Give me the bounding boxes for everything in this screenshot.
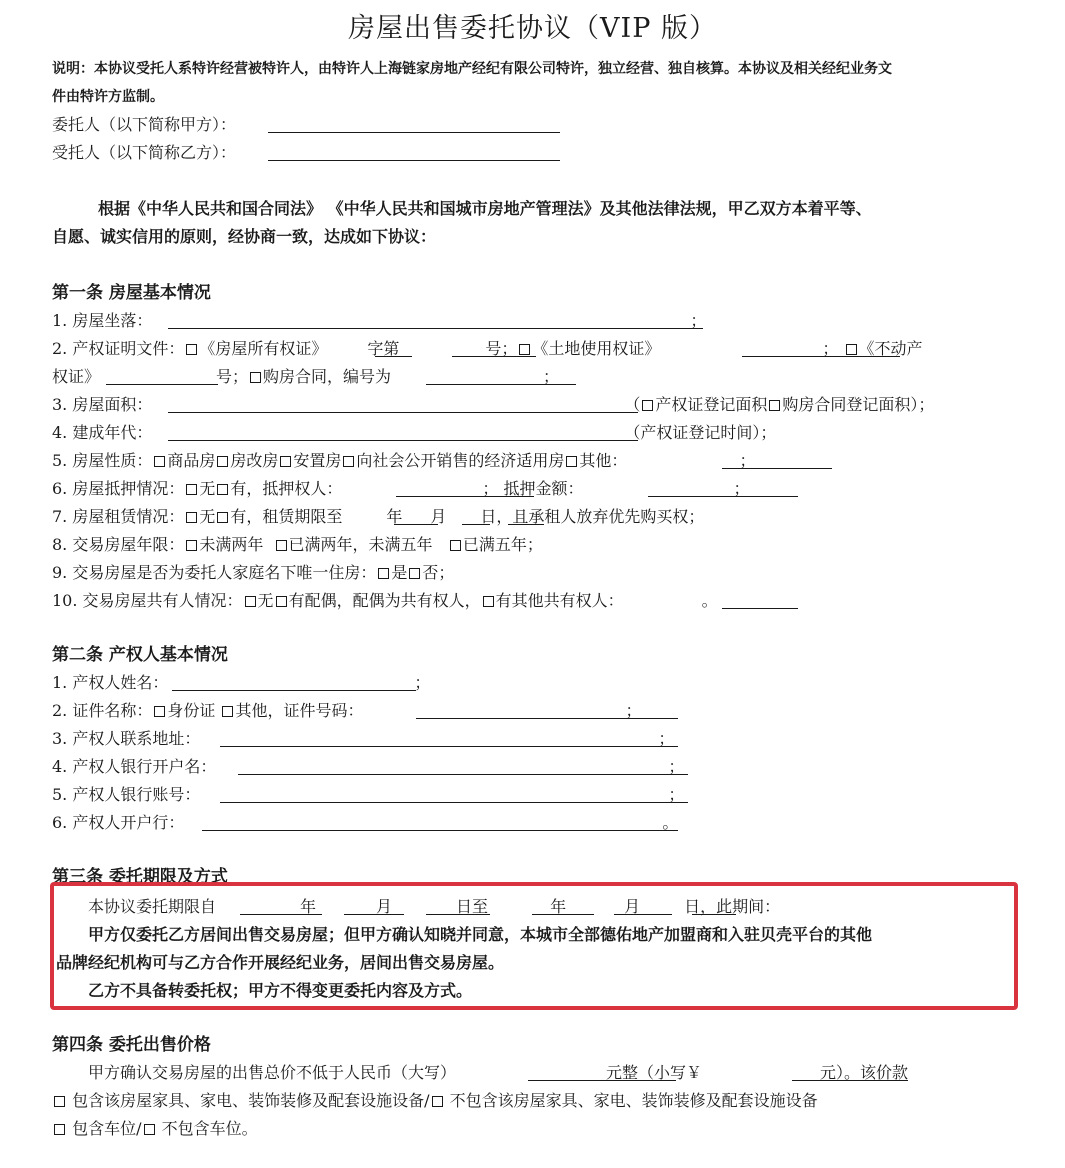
- agent-field[interactable]: [268, 160, 560, 161]
- price-words-field[interactable]: [528, 1080, 676, 1081]
- article-1-heading: 第一条 房屋基本情况: [52, 283, 211, 303]
- art4-furnishing: 包含该房屋家具、家电、装饰装修及配套设施设备/ 不包含该房屋家具、家电、装饰装修及配套设施设备: [52, 1090, 818, 1112]
- owner-address-field[interactable]: [220, 746, 678, 747]
- art1-item-2-cont: 权证》 号； 购房合同，编号为 ；: [52, 367, 560, 386]
- checkbox[interactable]: [217, 512, 228, 523]
- lease-month-field[interactable]: [462, 524, 490, 525]
- checkbox[interactable]: [154, 706, 165, 717]
- co-owner-field[interactable]: [722, 608, 798, 609]
- art2-item-1: 1. 产权人姓名： ；: [52, 673, 431, 692]
- checkbox[interactable]: [566, 456, 577, 467]
- preamble-line-2: 自愿、诚实信用的原则，经协商一致，达成如下协议：: [52, 227, 437, 246]
- checkbox[interactable]: [280, 456, 291, 467]
- mortgage-amount-field[interactable]: [648, 496, 798, 497]
- preamble-line-1: 根据《中华人民共和国合同法》 《中华人民共和国城市房地产管理法》及其他法律法规，甲乙双方本着平等、: [98, 199, 872, 218]
- article-4-heading: 第四条 委托出售价格: [52, 1035, 211, 1055]
- agent-label: 受托人（以下简称乙方）：: [52, 143, 237, 162]
- checkbox[interactable]: [769, 400, 780, 411]
- end-day-field[interactable]: [692, 914, 736, 915]
- checkbox[interactable]: [846, 344, 857, 355]
- checkbox[interactable]: [54, 1096, 65, 1107]
- checkbox[interactable]: [343, 456, 354, 467]
- checkbox[interactable]: [378, 568, 389, 579]
- land-cert-field[interactable]: [742, 356, 900, 357]
- mortgagee-field[interactable]: [396, 496, 534, 497]
- art4-price: 甲方确认交易房屋的出售总价不低于人民币（大写） 元整（小写￥ 元）。该价款: [88, 1063, 909, 1082]
- art1-item-9: 9. 交易房屋是否为委托人家庭名下唯一住房： 是 否；: [52, 563, 455, 582]
- checkbox[interactable]: [154, 456, 165, 467]
- art2-item-4: 4. 产权人银行开户名： ；: [52, 757, 685, 776]
- art2-item-5: 5. 产权人银行账号： ；: [52, 785, 685, 804]
- checkbox[interactable]: [409, 568, 420, 579]
- price-figures-field[interactable]: [792, 1080, 908, 1081]
- art2-item-3: 3. 产权人联系地址： ；: [52, 729, 675, 748]
- art4-parking: 包含车位/ 不包含车位。: [52, 1118, 258, 1140]
- checkbox[interactable]: [186, 344, 197, 355]
- property-cert-field[interactable]: [106, 384, 218, 385]
- art1-item-2: 2. 产权证明文件： 《房屋所有权证》 字第 号； 《土地使用权证》 ； 《不动产: [52, 339, 923, 358]
- checkbox[interactable]: [450, 540, 461, 551]
- checkbox[interactable]: [432, 1096, 443, 1107]
- art1-item-10: 10. 交易房屋共有人情况： 无 有配偶，配偶为共有权人， 有其他共有权人： 。: [52, 591, 718, 610]
- contract-number-field[interactable]: [426, 384, 576, 385]
- area-field[interactable]: [168, 412, 638, 413]
- lease-year-field[interactable]: [394, 524, 438, 525]
- checkbox[interactable]: [144, 1124, 155, 1135]
- art2-item-2: 2. 证件名称： 身份证 其他，证件号码： ；: [52, 701, 642, 720]
- checkbox[interactable]: [186, 540, 197, 551]
- art3-para-3: 品牌经纪机构可与乙方合作开展经纪业务，居间出售交易房屋。: [56, 953, 505, 972]
- checkbox[interactable]: [276, 596, 287, 607]
- principal-field[interactable]: [268, 132, 560, 133]
- checkbox[interactable]: [186, 512, 197, 523]
- checkbox[interactable]: [186, 484, 197, 495]
- start-day-field[interactable]: [426, 914, 490, 915]
- bank-account-number-field[interactable]: [220, 802, 688, 803]
- checkbox[interactable]: [245, 596, 256, 607]
- principal-label: 委托人（以下简称甲方）：: [52, 115, 237, 134]
- art1-item-8: 8. 交易房屋年限： 未满两年 已满两年，未满五年 已满五年；: [52, 535, 543, 554]
- lease-day-field[interactable]: [508, 524, 544, 525]
- art3-para-2: 甲方仅委托乙方居间出售交易房屋；但甲方确认知晓并同意，本城市全部德佑地产加盟商和入驻贝壳平台的其他: [88, 925, 873, 944]
- note-line-2: 件由特许方监制。: [52, 89, 164, 105]
- build-year-field[interactable]: [168, 440, 638, 441]
- art1-item-3: 3. 房屋面积： （ 产权证登记面积 购房合同登记面积）；: [52, 395, 935, 414]
- checkbox[interactable]: [222, 706, 233, 717]
- checkbox[interactable]: [642, 400, 653, 411]
- checkbox[interactable]: [54, 1124, 65, 1135]
- art1-item-1: 1. 房屋坐落： ；: [52, 311, 707, 330]
- owner-name-field[interactable]: [172, 690, 416, 691]
- checkbox[interactable]: [483, 596, 494, 607]
- art3-para-4: 乙方不具备转委托权；甲方不得变更委托内容及方式。: [88, 981, 473, 1000]
- nature-other-field[interactable]: [722, 468, 832, 469]
- art1-item-6: 6. 房屋抵押情况： 无 有，抵押权人： ； 抵押金额： ；: [52, 479, 750, 498]
- checkbox[interactable]: [250, 372, 261, 383]
- art1-item-5: 5. 房屋性质： 商品房 房改房 安置房 向社会公开销售的经济适用房 其他： ；: [52, 451, 756, 470]
- end-year-field[interactable]: [532, 914, 594, 915]
- art2-item-6: 6. 产权人开户行： 。: [52, 813, 679, 832]
- art3-period: 本协议委托期限自 年 月 日至 年 月 日，此期间：: [88, 897, 781, 916]
- checkbox[interactable]: [217, 484, 228, 495]
- note-line-1: 说明：本协议受托人系特许经营被特许人，由特许人上海链家房地产经纪有限公司特许，独立经营、独自核算。本协议及相关经纪业务文: [52, 61, 892, 77]
- id-number-field[interactable]: [416, 718, 678, 719]
- bank-branch-field[interactable]: [202, 830, 678, 831]
- location-field[interactable]: [168, 328, 703, 329]
- article-2-heading: 第二条 产权人基本情况: [52, 645, 228, 665]
- art1-item-4: 4. 建成年代： （产权证登记时间）；: [52, 423, 777, 442]
- start-year-field[interactable]: [240, 914, 322, 915]
- art1-item-7: 7. 房屋租赁情况： 无 有，租赁期限至 年 月 日，且承租人放弃优先购买权；: [52, 507, 705, 526]
- article-3-heading: 第三条 委托期限及方式: [52, 867, 228, 887]
- end-month-field[interactable]: [614, 914, 672, 915]
- cert-number-field[interactable]: [452, 356, 536, 357]
- bank-account-name-field[interactable]: [238, 774, 688, 775]
- start-month-field[interactable]: [344, 914, 404, 915]
- checkbox[interactable]: [276, 540, 287, 551]
- cert-word-field[interactable]: [375, 356, 412, 357]
- document-title: 房屋出售委托协议（VIP 版）: [348, 13, 717, 44]
- checkbox[interactable]: [217, 456, 228, 467]
- checkbox[interactable]: [519, 344, 530, 355]
